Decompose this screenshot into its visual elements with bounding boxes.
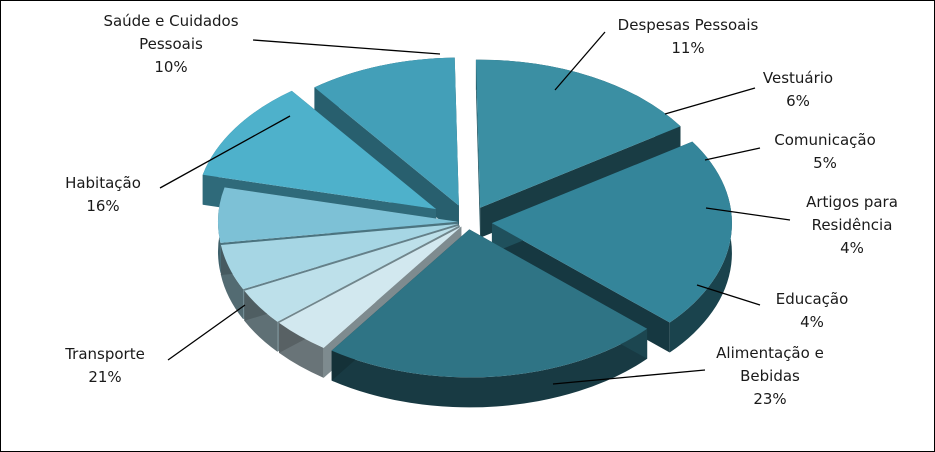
slice-percent-label: 4% xyxy=(800,313,824,331)
slice-percent-label: 23% xyxy=(753,390,787,408)
slice-category-label: Bebidas xyxy=(740,367,800,385)
slice-percent-label: 11% xyxy=(671,39,705,57)
leader-line xyxy=(168,305,245,360)
slice-percent-label: 10% xyxy=(154,58,188,76)
slice-category-label: Residência xyxy=(811,216,893,234)
slice-percent-label: 4% xyxy=(840,239,864,257)
slice-category-label: Vestuário xyxy=(762,69,834,87)
slice-percent-label: 21% xyxy=(88,368,122,386)
slice-category-label: Educação xyxy=(775,290,849,308)
slice-category-label: Pessoais xyxy=(139,35,203,53)
slice-category-label: Transporte xyxy=(65,345,145,363)
slice-category-label: Artigos para xyxy=(806,193,898,211)
slice-percent-label: 16% xyxy=(86,197,120,215)
slice-category-label: Despesas Pessoais xyxy=(617,16,759,34)
slice-percent-label: 5% xyxy=(813,154,837,172)
leader-line xyxy=(665,88,755,114)
leader-line xyxy=(705,148,760,160)
slice-category-label: Habitação xyxy=(65,174,141,192)
slice-category-label: Saúde e Cuidados xyxy=(103,12,239,30)
leader-line xyxy=(253,40,440,54)
slice-percent-label: 6% xyxy=(786,92,810,110)
slice-category-label: Comunicação xyxy=(774,131,876,149)
slice-category-label: Alimentação e xyxy=(716,344,824,362)
